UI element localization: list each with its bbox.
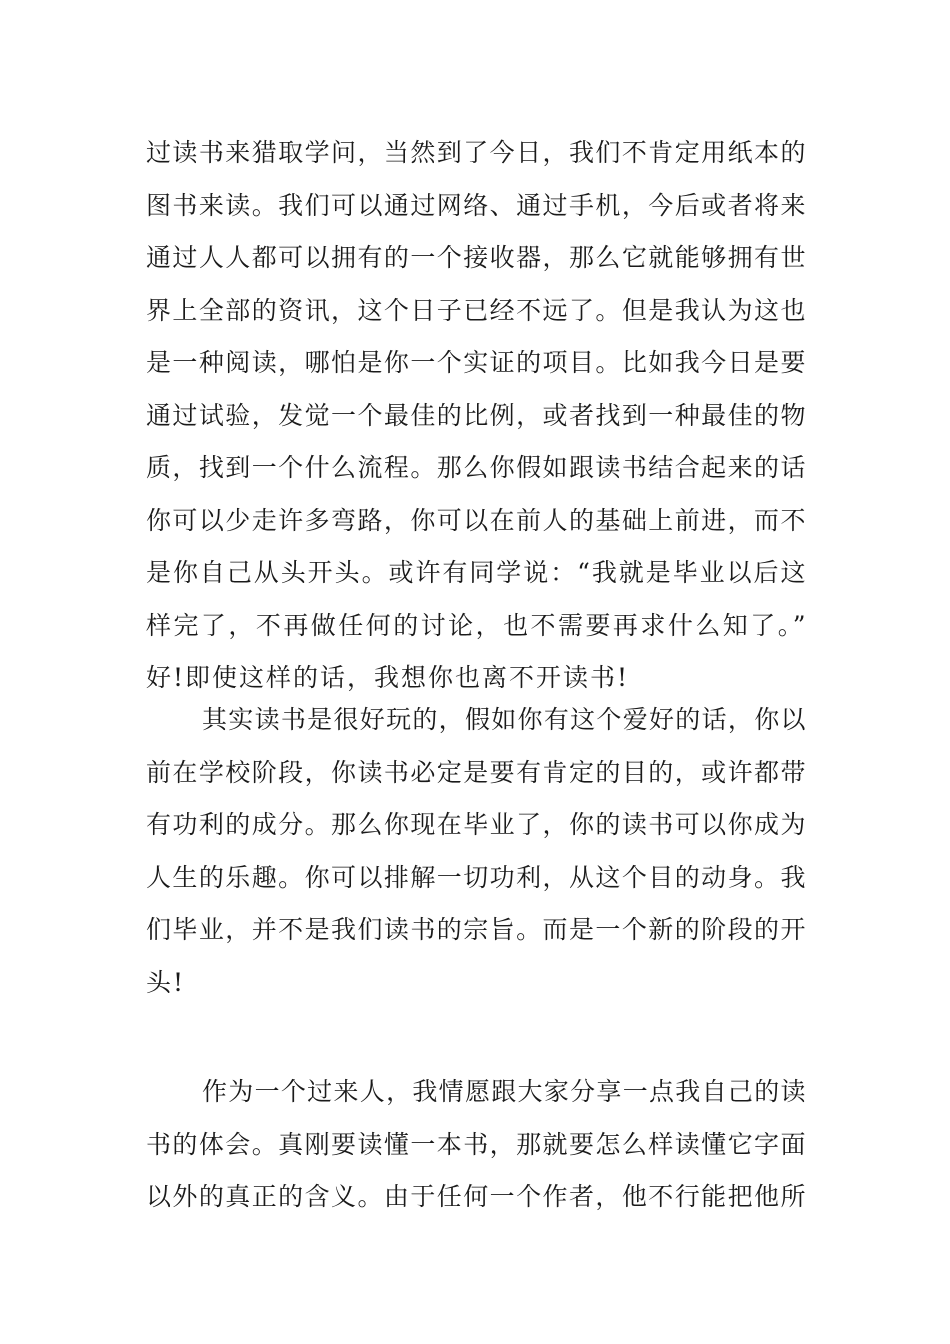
text-line: 是一种阅读，哪怕是你一个实证的项目。比如我今日是要 <box>146 348 806 377</box>
text-line: 图书来读。我们可以通过网络、通过手机，今后或者将来 <box>146 190 806 220</box>
text-line: 书的体会。真刚要读懂一本书，那就要怎么样读懂它字面 <box>146 1129 806 1159</box>
text-line: 质，找到一个什么流程。那么你假如跟读书结合起来的话 <box>146 453 806 482</box>
text-line: 作为一个过来人，我情愿跟大家分享一点我自己的读 <box>202 1077 806 1106</box>
text-line: 其实读书是很好玩的，假如你有这个爱好的话，你以 <box>202 705 806 734</box>
text-line: 样完了，不再做任何的讨论，也不需要再求什么知了。” <box>146 610 806 640</box>
text-line: 通过人人都可以拥有的一个接收器，那么它就能够拥有世 <box>146 243 806 272</box>
paragraph-2 <box>146 694 806 1009</box>
text-line: 你可以少走许多弯路，你可以在前人的基础上前进，而不 <box>146 505 806 535</box>
text-line: 有功利的成分。那么你现在毕业了，你的读书可以你成为 <box>146 810 806 839</box>
text-line: 以外的真正的含义。由于任何一个作者，他不行能把他所 <box>146 1182 806 1211</box>
text-line: 通过试验，发觉一个最佳的比例，或者找到一种最佳的物 <box>146 400 806 430</box>
text-line: 头! <box>146 967 186 997</box>
text-line: 界上全部的资讯，这个日子已经不远了。但是我认为这也 <box>146 295 806 325</box>
text-line: 好!即使这样的话，我想你也离不开读书! <box>146 663 630 692</box>
text-line: 人生的乐趣。你可以排解一切功利，从这个目的动身。我 <box>146 862 806 892</box>
text-line: 前在学校阶段，你读书必定是要有肯定的目的，或许都带 <box>146 757 806 787</box>
paragraph-3 <box>146 1066 806 1224</box>
text-line: 是你自己从头开头。或许有同学说：“我就是毕业以后这 <box>146 558 806 587</box>
text-line: 过读书来猎取学问，当然到了今日，我们不肯定用纸本的 <box>146 138 806 167</box>
text-line: 们毕业，并不是我们读书的宗旨。而是一个新的阶段的开 <box>146 915 806 944</box>
paragraph-1 <box>146 127 806 705</box>
